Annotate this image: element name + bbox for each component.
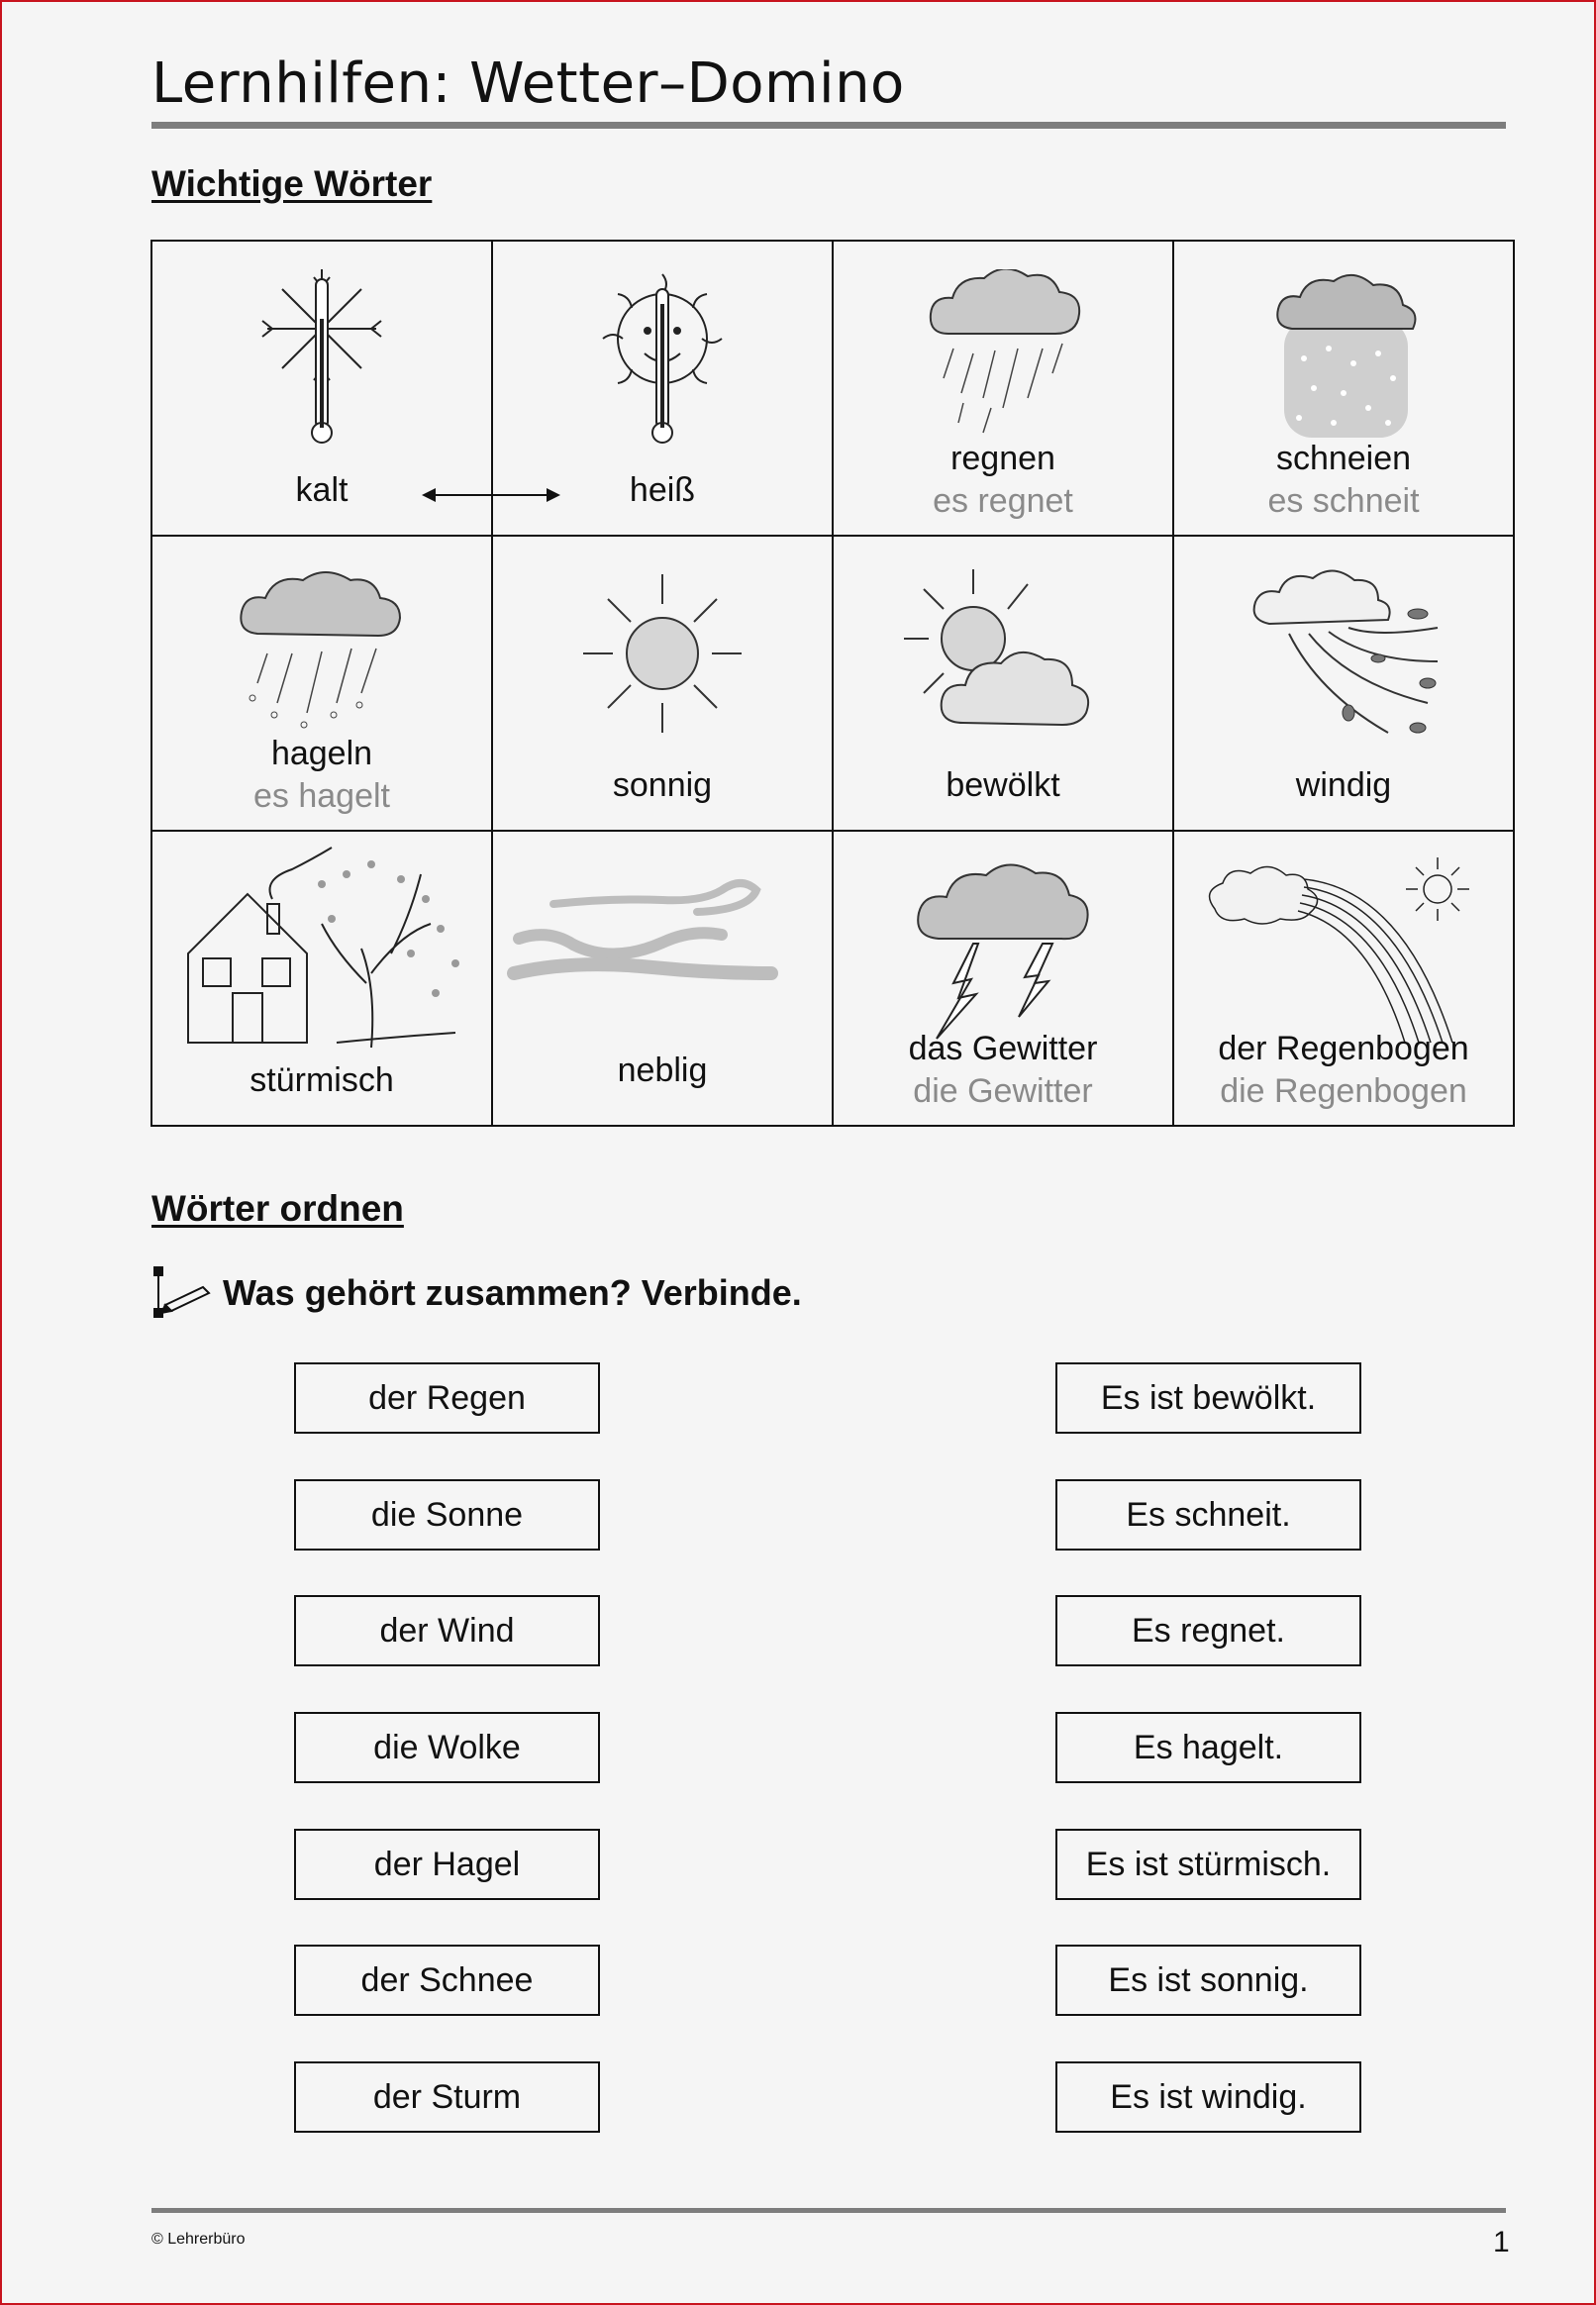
vocab-cell-schneien [1173, 241, 1514, 536]
thunderstorm-icon [894, 850, 1112, 1048]
vocab-word: heiß [629, 471, 696, 509]
pencil-icon [151, 1265, 213, 1321]
match-right-1[interactable]: Es ist bewölkt. [1055, 1362, 1361, 1434]
vocab-cell-neblig [492, 831, 833, 1126]
double-arrow-icon [422, 485, 560, 505]
match-left-7[interactable]: der Sturm [294, 2061, 600, 2133]
vocab-form: es regnet [933, 482, 1073, 520]
fog-icon [504, 850, 821, 1048]
match-right-2[interactable]: Es schneit. [1055, 1479, 1361, 1551]
match-right-5[interactable]: Es ist stürmisch. [1055, 1829, 1361, 1900]
vocab-word: kalt [295, 471, 349, 509]
vocab-word: neblig [617, 1052, 708, 1089]
section-heading-sort-words: Wörter ordnen [151, 1188, 404, 1229]
vocab-word: sonnig [612, 766, 713, 804]
match-left-5[interactable]: der Hagel [294, 1829, 600, 1900]
vocab-cell-gewitter [833, 831, 1173, 1126]
sun-icon [563, 554, 761, 752]
vocab-word: hageln [270, 735, 373, 772]
instruction [151, 1265, 802, 1321]
vocab-cell-stuermisch [151, 831, 492, 1126]
vocab-cell-hageln [151, 536, 492, 831]
match-left-4[interactable]: die Wolke [294, 1712, 600, 1783]
snow-cloud-icon [1245, 269, 1443, 448]
storm-house-tree-icon [173, 845, 470, 1052]
footer-divider [151, 2208, 1506, 2213]
rainbow-icon [1195, 850, 1492, 1048]
vocab-cell-sonnig [492, 536, 833, 831]
vocab-cell-regenbogen [1173, 831, 1514, 1126]
vocab-grid [150, 240, 1515, 1127]
match-left-1[interactable]: der Regen [294, 1362, 600, 1434]
match-right-3[interactable]: Es regnet. [1055, 1595, 1361, 1666]
vocab-cell-bewoelkt [833, 536, 1173, 831]
page-number: 1 [1493, 2226, 1510, 2258]
vocab-cell-windig [1173, 536, 1514, 831]
title-divider [151, 122, 1506, 129]
vocab-form: die Gewitter [913, 1072, 1093, 1110]
vocab-word: bewölkt [946, 766, 1060, 804]
copyright: © Lehrerbüro [151, 2231, 246, 2248]
section-heading-important-words: Wichtige Wörter [151, 163, 433, 204]
match-left-2[interactable]: die Sonne [294, 1479, 600, 1551]
vocab-form: es schneit [1267, 482, 1420, 520]
match-right-4[interactable]: Es hagelt. [1055, 1712, 1361, 1783]
vocab-word: schneien [1275, 440, 1412, 477]
thermometer-snowflake-icon [223, 259, 421, 457]
match-right-6[interactable]: Es ist sonnig. [1055, 1945, 1361, 2016]
thermometer-sun-icon [563, 259, 761, 457]
sun-behind-cloud-icon [894, 554, 1112, 752]
instruction-text: Was gehört zusammen? Verbinde. [223, 1272, 802, 1313]
vocab-form: die Regenbogen [1220, 1072, 1467, 1110]
vocab-cell-regnen [833, 241, 1173, 536]
vocab-word: regnen [950, 440, 1055, 477]
match-left-3[interactable]: der Wind [294, 1595, 600, 1666]
match-right-7[interactable]: Es ist windig. [1055, 2061, 1361, 2133]
page-title: Lernhilfen: Wetter–Domino [151, 51, 905, 116]
vocab-word: stürmisch [249, 1061, 394, 1099]
wind-cloud-icon [1230, 554, 1457, 752]
rain-cloud-icon [904, 269, 1102, 448]
vocab-word: der Regenbogen [1218, 1030, 1469, 1067]
vocab-form: es hagelt [253, 777, 390, 815]
vocab-word: das Gewitter [908, 1030, 1098, 1067]
hail-cloud-icon [223, 564, 421, 743]
match-left-6[interactable]: der Schnee [294, 1945, 600, 2016]
vocab-word: windig [1295, 766, 1392, 804]
